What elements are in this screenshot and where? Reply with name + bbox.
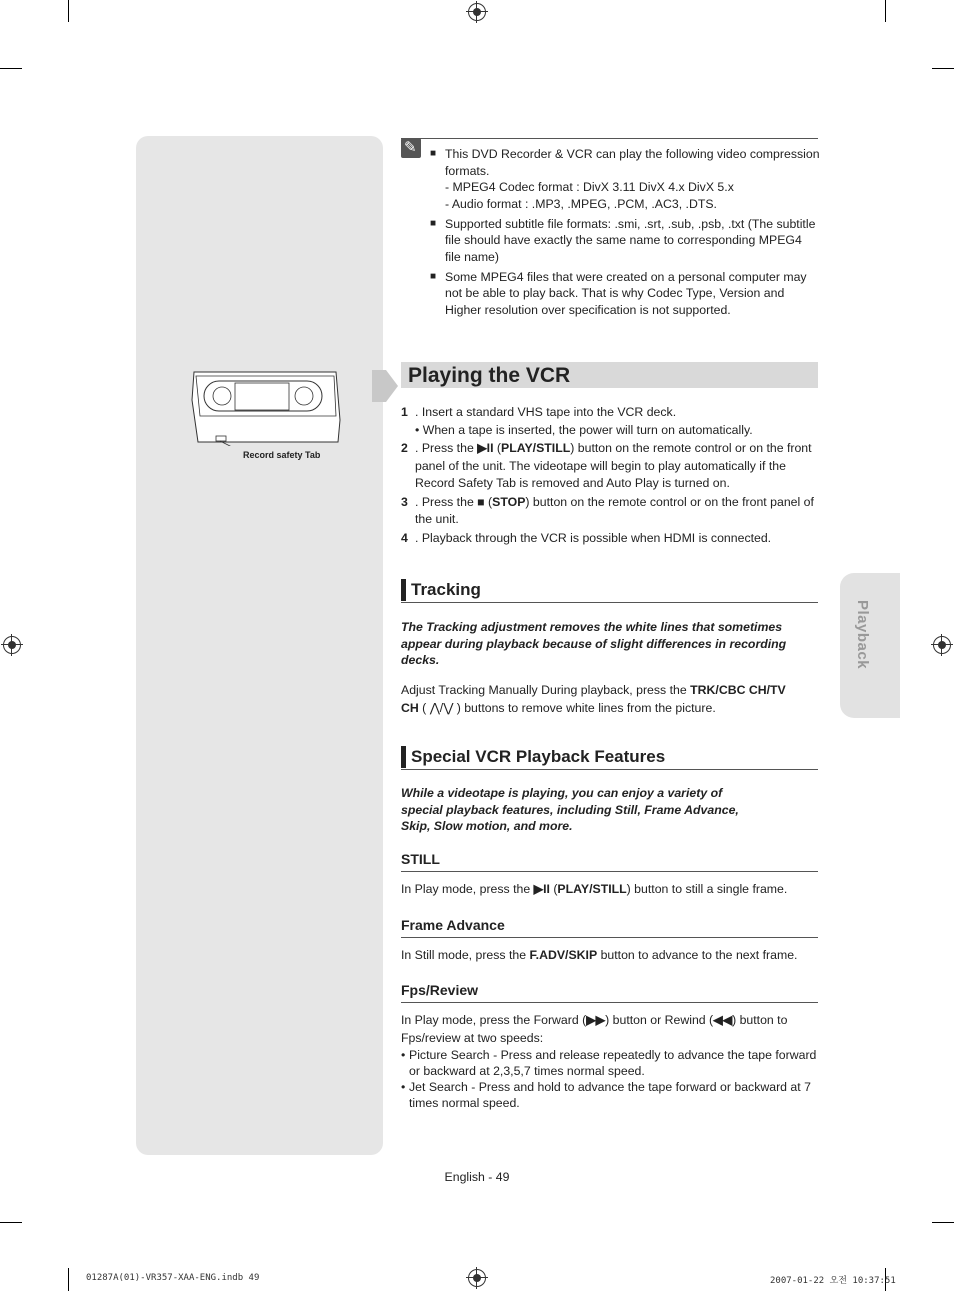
tracking-heading: Tracking xyxy=(411,580,481,599)
crop-mark xyxy=(932,1222,954,1223)
tracking-body xyxy=(401,682,816,717)
button-name: CH xyxy=(401,700,419,715)
note-text: ■ This DVD Recorder & VCR can play the following video compression formats. xyxy=(445,147,820,178)
step-item xyxy=(401,404,816,439)
registration-mark-icon xyxy=(3,636,21,654)
special-lead xyxy=(401,785,811,835)
play-still-icon: ▶II xyxy=(477,441,494,455)
button-name: F.ADV/SKIP xyxy=(529,948,598,962)
heading-bar xyxy=(401,579,406,601)
note-text: - MPEG4 Codec format : DivX 3.11 DivX 4.x DivX 5.x xyxy=(445,180,734,194)
body-text: ) button to still a single frame. xyxy=(626,882,788,896)
still-heading: STILL xyxy=(401,851,440,867)
step-text: . Playback through the VCR is possible when HDMI is connected. xyxy=(415,530,772,545)
still-body xyxy=(401,881,816,899)
step-text: . Press the xyxy=(415,494,478,509)
heading-rule xyxy=(401,937,818,938)
heading-rule xyxy=(401,871,818,872)
list-item: • Picture Search - Press and release repeatedly to advance the tape forward or backward at 2,3,5,7 times normal speed. xyxy=(401,1047,819,1079)
crop-mark xyxy=(885,0,886,22)
page-footer: English - 49 xyxy=(444,1170,510,1184)
step-number: 3 xyxy=(401,494,408,509)
registration-mark-icon xyxy=(468,3,486,21)
frame-advance-body xyxy=(401,947,816,965)
note-text: - Audio format : .MP3, .MPEG, .PCM, .AC3, .DTS. xyxy=(445,196,717,211)
lead-line: While a videotape is playing, you can enjoy a variety of xyxy=(401,786,723,800)
list-item: • Jet Search - Press and hold to advance the tape forward or backward at 7 times normal speed. xyxy=(401,1079,819,1111)
step-text: . Insert a standard VHS tape into the VCR deck. xyxy=(415,405,677,419)
fps-review-bullets xyxy=(401,1047,819,1111)
step-item xyxy=(401,530,816,548)
play-still-icon: ▶II xyxy=(533,882,550,896)
steps-list xyxy=(401,404,816,548)
heading-rule xyxy=(401,602,818,603)
crop-mark xyxy=(68,0,69,22)
step-subtext: • When a tape is inserted, the power will turn on automatically. xyxy=(415,422,753,437)
button-name: PLAY/STILL xyxy=(557,882,627,896)
note-text: ■ Some MPEG4 files that were created on a personal computer may not be able to play back. That is why Codec Type, Version and Higher resolution over specification is not supported. xyxy=(445,269,807,317)
figure-caption: Record safety Tab xyxy=(243,450,321,460)
body-text: ) button or Rewind ( xyxy=(605,1013,714,1027)
note-item xyxy=(430,269,820,319)
note-text: ■ Supported subtitle file formats: .smi, .srt, .sub, .psb, .txt (The subtitle file should have exactly the same name to corresponding MPEG4 file name) xyxy=(445,216,816,264)
special-heading: Special VCR Playback Features xyxy=(411,747,666,766)
heading-bar xyxy=(401,746,406,768)
note-item xyxy=(430,216,820,266)
body-text: ) button to Fps/review at two speeds: xyxy=(401,1013,788,1045)
crop-mark xyxy=(932,68,954,69)
crop-mark xyxy=(68,1268,69,1291)
body-text: button to advance to the next frame. xyxy=(597,948,798,962)
registration-mark-icon xyxy=(933,636,951,654)
step-item xyxy=(401,494,816,529)
step-text: ( xyxy=(493,441,502,455)
body-text: In Play mode, press the xyxy=(401,882,534,896)
step-text: . Press the xyxy=(415,441,478,455)
chapter-tab-label: Playback xyxy=(854,600,871,670)
rewind-icon: ◀◀ xyxy=(713,1013,733,1027)
up-down-arrow-icon: ( ⋀/⋁ ) xyxy=(418,700,465,715)
fps-review-heading: Fps/Review xyxy=(401,982,479,998)
button-name: PLAY/STILL xyxy=(501,441,571,455)
tracking-lead: The Tracking adjustment removes the white lines that sometimes appear during playback because of slight differences in recording decks. xyxy=(401,620,787,667)
heading-rule xyxy=(401,1002,818,1003)
lead-line: special playback features, including Still, Frame Advance, xyxy=(401,802,739,817)
note-pencil-icon xyxy=(401,138,421,158)
body-text: Adjust Tracking Manually During playback, press the xyxy=(401,683,691,697)
body-text: buttons to remove white lines from the picture. xyxy=(464,700,716,715)
left-sidebar-panel xyxy=(136,136,383,1155)
body-text: ( xyxy=(549,882,558,896)
body-text: In Still mode, press the xyxy=(401,948,530,962)
fps-review-intro xyxy=(401,1012,816,1047)
vhs-tape-illustration xyxy=(190,370,342,446)
note-item xyxy=(430,146,820,212)
button-name: TRK/CBC CH/TV xyxy=(690,683,786,697)
frame-advance-heading: Frame Advance xyxy=(401,917,505,933)
step-text: ( xyxy=(484,494,493,509)
body-text: In Play mode, press the Forward ( xyxy=(401,1013,587,1027)
forward-icon: ▶▶ xyxy=(586,1013,606,1027)
registration-mark-icon xyxy=(468,1269,486,1287)
lead-line: Skip, Slow motion, and more. xyxy=(401,819,573,833)
step-number: 2 xyxy=(401,441,408,455)
step-text: ) button on the remote control or on the front panel of the unit. xyxy=(415,494,814,526)
step-number: 4 xyxy=(401,530,408,545)
page-title: Playing the VCR xyxy=(408,364,571,387)
step-text: ) button on the remote control or on the front panel of the unit. The videotape will begin to play automatically if the Record Safety Tab is removed and Auto Play is turned on. xyxy=(415,441,812,490)
crop-mark xyxy=(0,68,22,69)
note-list xyxy=(430,146,820,322)
section-arrow-icon xyxy=(372,366,398,406)
print-slug-right: 2007-01-22 오전 10:37:51 xyxy=(770,1276,896,1286)
stop-icon: ■ xyxy=(477,494,485,509)
crop-mark xyxy=(0,1222,22,1223)
print-slug-left: 01287A(01)-VR357-XAA-ENG.indb 49 xyxy=(86,1273,260,1283)
step-item xyxy=(401,440,816,493)
heading-rule xyxy=(401,769,818,770)
note-top-rule xyxy=(401,138,818,139)
button-name: STOP xyxy=(492,494,526,509)
step-number: 1 xyxy=(401,405,408,419)
